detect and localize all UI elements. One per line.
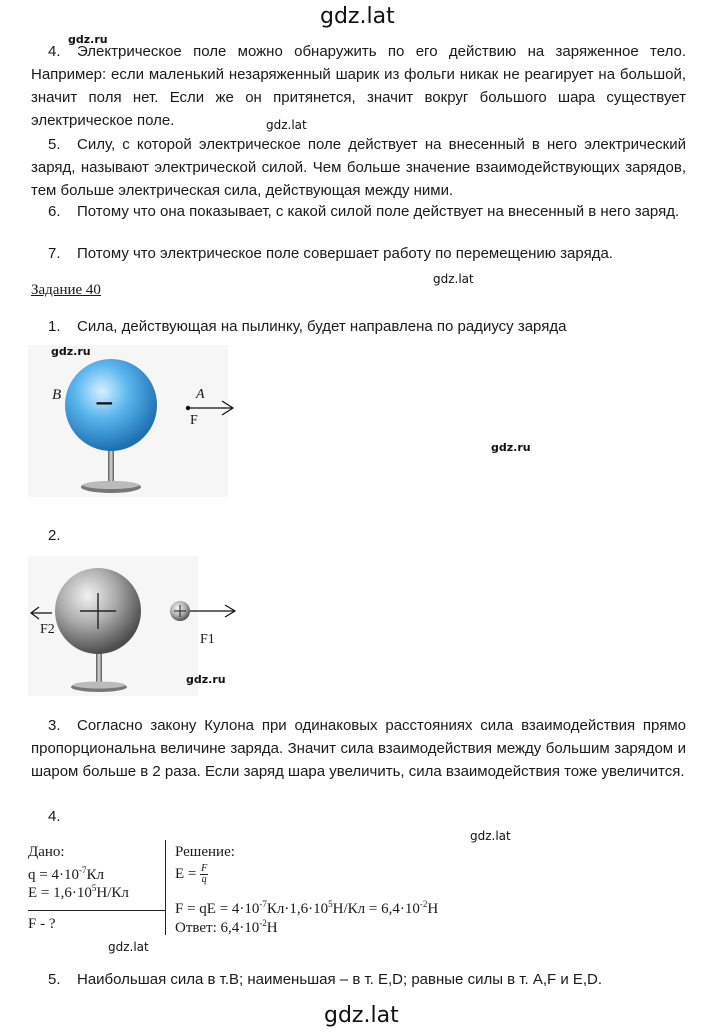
- label-a: A: [196, 387, 205, 402]
- watermark-lat: gdz.lat: [433, 272, 474, 286]
- find-f: F - ?: [28, 916, 56, 932]
- label-f1: F1: [200, 632, 215, 647]
- vertical-divider: [165, 840, 166, 935]
- watermark-ru: gdz.ru: [51, 345, 91, 358]
- answer-number: 5.: [48, 971, 61, 988]
- item-text: Электрическое поле можно обнаружить по его действию на заряженное тело. Например: если маленький незаряженный шарик из фольги никак не реагирует на большой, значит поля нет. Если же он притянется, значит вокруг большого шара существует электрическое поле.: [31, 43, 686, 129]
- force-arrow-a: [180, 385, 240, 435]
- answer-number: 3.: [48, 717, 61, 734]
- item-5: [31, 133, 686, 202]
- solution-table: [28, 840, 548, 935]
- label-f: F: [190, 413, 198, 428]
- horizontal-divider: [28, 910, 166, 911]
- formula-e: E = $\frac{F}{q}$: [175, 863, 208, 885]
- watermark-ru: gdz.ru: [68, 33, 108, 46]
- answer-number: 2.: [48, 527, 61, 544]
- watermark-bottom: gdz.lat: [324, 1003, 399, 1028]
- item-6: [31, 200, 686, 223]
- calc-f: F = qE = $4\cdot 10^{-7}Кл\cdot 1,6\cdot 10^5Н/Кл = 6,4\cdot 10^{-2}Н$: [175, 899, 439, 917]
- answer-number: 1.: [48, 318, 61, 335]
- item-number: 6.: [48, 203, 61, 220]
- given-e: $E = 1,6\cdot 10^5Н/Кл$: [28, 883, 129, 901]
- task-heading: Задание 40: [31, 282, 101, 298]
- solution-title: Решение:: [175, 844, 235, 860]
- answer-2: [31, 524, 686, 547]
- figure-2: [28, 556, 278, 696]
- item-text: Потому что электрическое поле совершает работу по перемещению заряда.: [77, 245, 613, 262]
- item-text: Силу, с которой электрическое поле действует на внесенный в него электрический заряд, называют электрической силой. Чем больше значение взаимодействующих зарядов, тем больше электрическая сила, действующая между ними.: [31, 136, 686, 199]
- watermark-lat: gdz.lat: [108, 940, 149, 954]
- answer-1: [31, 315, 686, 338]
- label-b: B: [52, 387, 62, 403]
- item-number: 5.: [48, 136, 61, 153]
- charged-spheres-figure: [28, 556, 278, 696]
- item-4: [31, 40, 686, 132]
- watermark-lat: gdz.lat: [266, 118, 307, 132]
- answer-number: 4.: [48, 808, 61, 825]
- given-q: $q = 4\cdot 10^{-7}Кл$: [28, 865, 104, 883]
- watermark-ru: gdz.ru: [491, 441, 531, 454]
- item-text: Потому что она показывает, с какой силой поле действует на внесенный в него заряд.: [77, 203, 680, 220]
- watermark-lat: gdz.lat: [470, 829, 511, 843]
- answer-3: [31, 714, 686, 783]
- answer-5: [31, 968, 686, 991]
- given-title: Дано:: [28, 844, 65, 860]
- watermark-top: gdz.lat: [320, 4, 395, 29]
- item-number: 4.: [48, 43, 61, 60]
- answer-text: Наибольшая сила в т.В; наименьшая – в т. Е,D; равные силы в т. А,F и Е,D.: [77, 971, 603, 988]
- item-number: 7.: [48, 245, 61, 262]
- minus-sign: −: [95, 385, 114, 421]
- answer-text: Сила, действующая на пылинку, будет направлена по радиусу заряда: [77, 318, 567, 335]
- watermark-ru: gdz.ru: [186, 673, 226, 686]
- label-f2: F2: [40, 622, 55, 637]
- answer-text: Согласно закону Кулона при одинаковых расстояниях сила взаимодействия прямо пропорциональна величине заряда. Значит сила взаимодействия между большим зарядом и шаром больше в 2 раза. Если заряд шара увеличить, сила взаимодействия тоже увеличится.: [31, 717, 686, 780]
- arrow-right-icon: [180, 385, 240, 435]
- answer-4: [31, 805, 686, 828]
- item-7: [31, 242, 686, 265]
- answer-f: Ответ: $6,4\cdot 10^{-2}Н$: [175, 918, 278, 936]
